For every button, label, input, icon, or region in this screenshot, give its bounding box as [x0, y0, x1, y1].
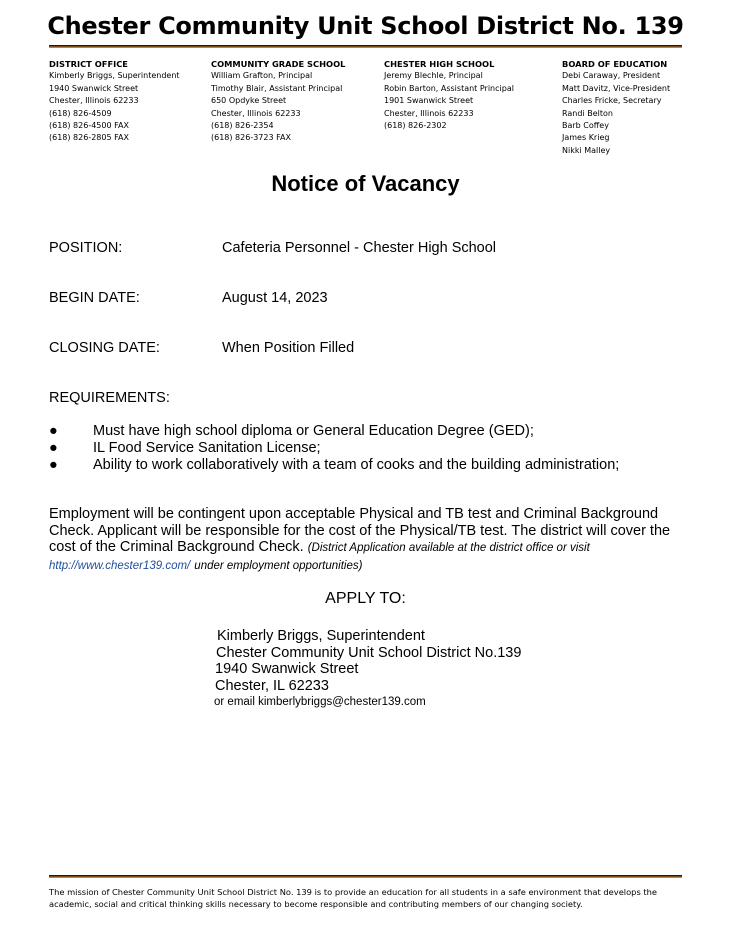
address-line: Chester, IL 62233	[215, 677, 329, 694]
header-rule	[49, 45, 682, 48]
contact-line: Barb Coffey	[562, 121, 609, 131]
contact-line: Chester, Illinois 62233	[49, 96, 139, 106]
contact-line: Debi Caraway, President	[562, 71, 661, 81]
contact-line: (618) 826-2302	[384, 121, 447, 131]
contact-line: Nikki Malley	[562, 145, 611, 155]
notice-title: Notice of Vacancy	[271, 171, 460, 196]
closing-date-value: When Position Filled	[222, 340, 355, 356]
contact-line: Timothy Blair, Assistant Principal	[211, 83, 343, 93]
bullet-icon: ●	[49, 457, 58, 473]
district-website-link[interactable]: http://www.chester139.com/	[49, 559, 191, 572]
employment-paragraph	[49, 506, 689, 574]
email-line[interactable]: or email kimberlybriggs@chester139.com	[214, 696, 426, 709]
position-label: POSITION:	[49, 240, 123, 256]
contact-board-of-education	[562, 58, 670, 157]
list-item	[49, 440, 689, 457]
contact-heading: DISTRICT OFFICE	[49, 59, 128, 69]
contact-grade-school	[211, 58, 345, 145]
contact-line: 1940 Swanwick Street	[49, 83, 139, 93]
contact-line: (618) 826-2805 FAX	[49, 133, 129, 143]
requirements-list	[49, 423, 689, 474]
contact-heading: BOARD OF EDUCATION	[562, 59, 668, 69]
district-title: Chester Community Unit School District No. 139	[47, 12, 684, 40]
contact-line: 650 Opdyke Street	[211, 96, 287, 106]
list-item	[49, 423, 689, 440]
footer-rule	[49, 875, 682, 878]
employment-text: Employment will be contingent upon acceptable Physical and TB test and Criminal Background Check. Applicant will be responsible for the cost of the Physical/TB test. The district will cover the cost of the Criminal Background Check.	[49, 506, 671, 556]
address-line: 1940 Swanwick Street	[215, 661, 359, 678]
contact-line: (618) 826-4509	[49, 108, 112, 118]
position-value: Cafeteria Personnel - Chester High School	[222, 240, 497, 256]
contact-line: Robin Barton, Assistant Principal	[384, 83, 514, 93]
contact-line: William Grafton, Principal	[211, 71, 313, 81]
apply-address	[214, 628, 521, 710]
contact-heading: COMMUNITY GRADE SCHOOL	[211, 59, 346, 69]
contact-line: Charles Fricke, Secretary	[562, 96, 662, 106]
begin-date-label: BEGIN DATE:	[49, 290, 140, 306]
application-note-end: under employment opportunities)	[194, 559, 363, 572]
contact-line: Kimberly Briggs, Superintendent	[49, 71, 180, 81]
requirement-text: Ability to work collaboratively with a team of cooks and the building administration;	[93, 457, 620, 473]
contact-heading: CHESTER HIGH SCHOOL	[384, 59, 495, 69]
contact-line: James Krieg	[562, 133, 610, 143]
contact-line: (618) 826-4500 FAX	[49, 121, 129, 131]
bullet-icon: ●	[49, 423, 58, 439]
address-line: Kimberly Briggs, Superintendent	[217, 628, 425, 644]
list-item	[49, 457, 689, 474]
contact-line: (618) 826-2354	[211, 121, 274, 131]
contact-high-school	[384, 58, 514, 132]
apply-heading: APPLY TO:	[325, 590, 406, 607]
contact-line: (618) 826-3723 FAX	[211, 133, 291, 143]
contact-line: Randi Belton	[562, 108, 613, 118]
begin-date-value: August 14, 2023	[222, 290, 328, 306]
closing-date-label: CLOSING DATE:	[49, 340, 160, 356]
address-line: Chester Community Unit School District No.139	[216, 644, 522, 661]
bullet-icon: ●	[49, 440, 58, 456]
requirement-text: Must have high school diploma or General Education Degree (GED);	[93, 423, 534, 439]
contact-line: Chester, Illinois 62233	[384, 108, 474, 118]
contact-line: Matt Davitz, Vice-President	[562, 83, 671, 93]
contact-district-office	[49, 58, 180, 145]
contact-line: Chester, Illinois 62233	[211, 108, 301, 118]
requirements-heading: REQUIREMENTS:	[49, 390, 170, 406]
contact-line: 1901 Swanwick Street	[384, 96, 474, 106]
contact-line: Jeremy Blechle, Principal	[384, 71, 483, 81]
application-note: (District Application available at the district office or visit	[307, 542, 590, 555]
mission-statement: The mission of Chester Community Unit School District No. 139 is to provide an education for all students in a safe environment that develops the academic, social and critical thinking skills necessary to become responsible and contributing members of our changing society.	[49, 887, 658, 909]
requirement-text: IL Food Service Sanitation License;	[93, 440, 321, 456]
